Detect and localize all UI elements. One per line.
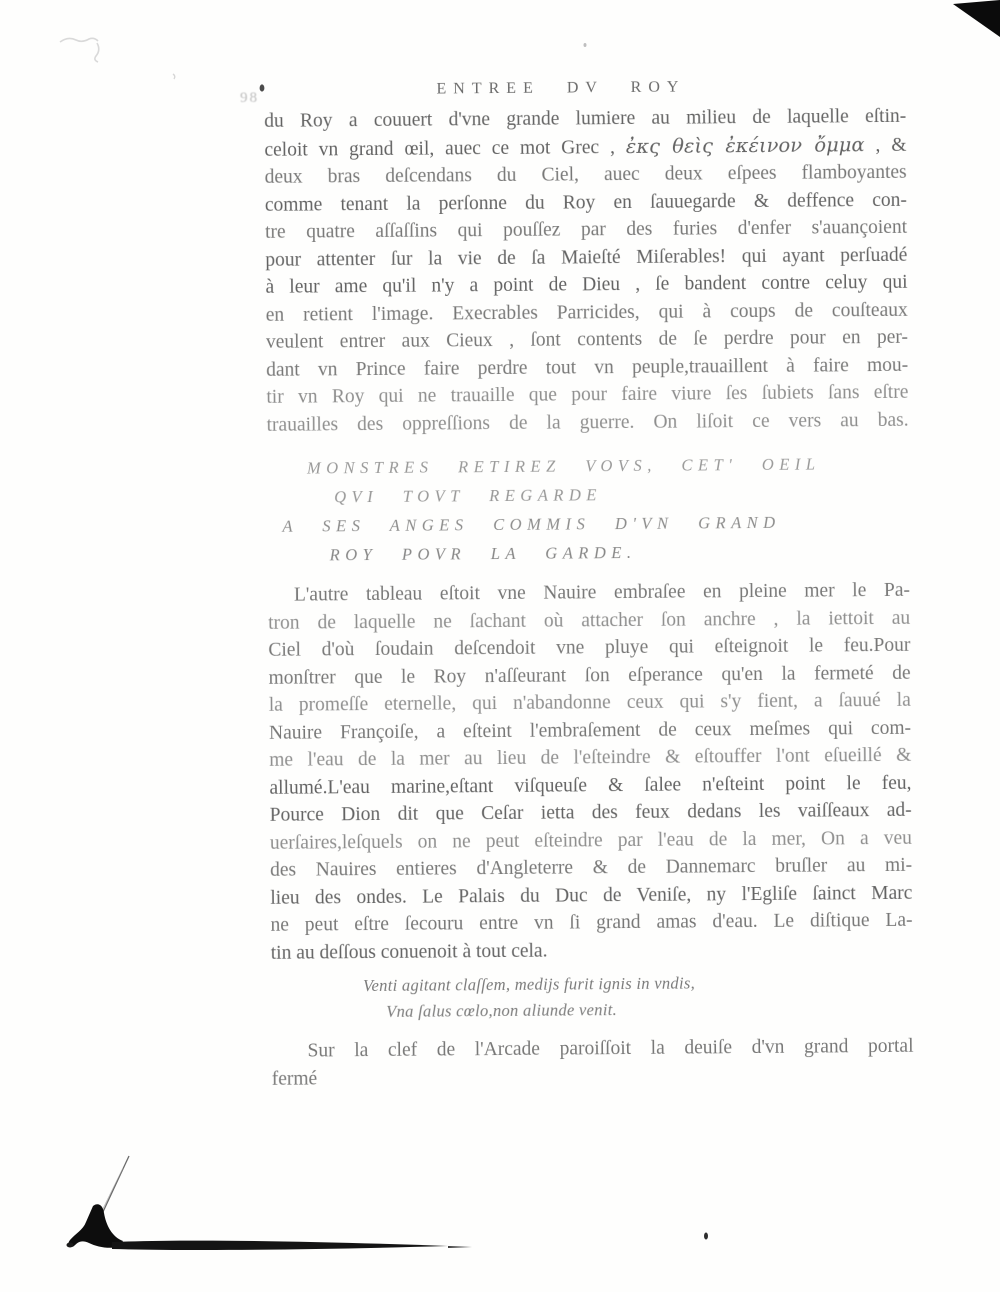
verse-line: QVI TOVT REGARDE [334,485,602,507]
text-line: la promeſſe eternelle, qui n'abandonne ceux qui s'y fient, a ſauué la [268,689,911,716]
verse-line: MONSTRES RETIREZ VOVS, CET' OEIL [306,454,821,478]
text-line: dant vn Prince faire perdre tout vn peuple,trauaillent à faire mou- [266,354,909,381]
text-line: à leur ame qu'il n'y a point de Dieu , ſe bandent contre celuy qui [265,271,908,298]
text-line: tin au deſſous conuenoit à tout cela. [270,940,548,964]
paragraph-3 [271,1033,913,1093]
folio-number: 98 [239,89,260,107]
text-line: monſtrer que le Roy n'aſſeurant ſon eſperance qu'en la fermeté de [268,662,911,689]
paragraph-2 [268,577,913,967]
text-line: Pource Dion dit que Ceſar ietta des feux dedans les vaiſſeaux ad- [269,799,912,826]
running-header: ENTREE DV ROY [436,78,686,98]
verse-line: ROY POVR LA GARDE. [329,542,637,565]
verse-line: A SES ANGES COMMIS D'VN GRAND [282,512,781,536]
text-line: tre quatre aſſaſſins qui pouſſez par des furies d'enfer s'auançoient [265,216,908,243]
text-segment: , & [864,134,907,156]
greek-motto: ἐκς θεὶς ἐκέινον ὄμμα [625,132,865,158]
latin-distich [363,970,695,1025]
text-line: en retient l'image. Execrables Parricides, qui à coups de couſteaux [265,299,908,326]
text-line: trauailles des oppreſſions de la guerre. On liſoit ce vers au bas. [266,409,909,436]
distich-line: Venti agitant claſſem, medijs furit ignis in vndis, [362,973,696,996]
text-line: comme tenant la perſonne du Roy en ſauuegarde & deffence con- [264,189,907,216]
catchword: fermé [271,1067,318,1090]
text-line: pour attenter ſur la vie de ſa Maieſté Miſerables! qui ayant perſuadé [265,244,908,271]
text-line: lieu des ondes. Le Palais du Duc de Veniſe, ny l'Egliſe ſainct Marc [270,882,913,909]
text-line: deux bras deſcendans du Ciel, auec deux eſpees flamboyantes [264,161,907,188]
text-segment: celoit vn grand œil, auec ce mot Grec , [264,136,615,161]
text-line: du Roy a couuert d'vne grande lumiere au milieu de laquelle eſtin- [264,105,907,132]
distich-line: Vna ſalus cœlo,non aliunde venit. [386,1000,618,1021]
text-line: des Nauires entieres d'Angleterre & de Dannemarc bruſler au mi- [270,854,913,881]
text-line: Sur la clef de l'Arcade paroiſſoit la deuiſe d'vn grand portal [307,1035,914,1062]
text-line: veulent entrer aux Cieux , ſont contents de ſe perdre pour en per- [265,326,909,353]
text-line: L'autre tableau eſtoit vne Nauire embraſee en pleine mer le Pa- [293,579,911,606]
text-line: allumé.L'eau marine,eſtant viſqueuſe & ſalee n'eſteint point le feu, [269,772,912,799]
text-line: tir vn Roy qui ne trauaille que pour faire viure ſes ſubiets ſans eſtre [266,381,909,408]
text-line: ne peut eſtre ſecouru entre vn ſi grand amas d'eau. Le diſtique La- [270,909,913,936]
paragraph-1 [264,103,909,439]
text-line: tron de laquelle ne ſachant où attacher ſon anchre , la iettoit au [268,607,911,634]
text-line: Ciel d'où ſoudain deſcendoit vne pluye qui eſteignoit le feu.Pour [268,634,911,661]
text-line: uerſaires,leſquels on ne peut eſteindre par l'eau de la mer, On a veu [269,827,912,854]
verse-inscription [267,449,928,570]
text-line: me l'eau de la mer au lieu de l'eſteindre & eſtouffer l'ont eſueillé & [269,744,912,771]
text-line: Nauire Françoiſe, a eſteint l'embraſement de ceux meſmes qui com- [268,717,912,744]
